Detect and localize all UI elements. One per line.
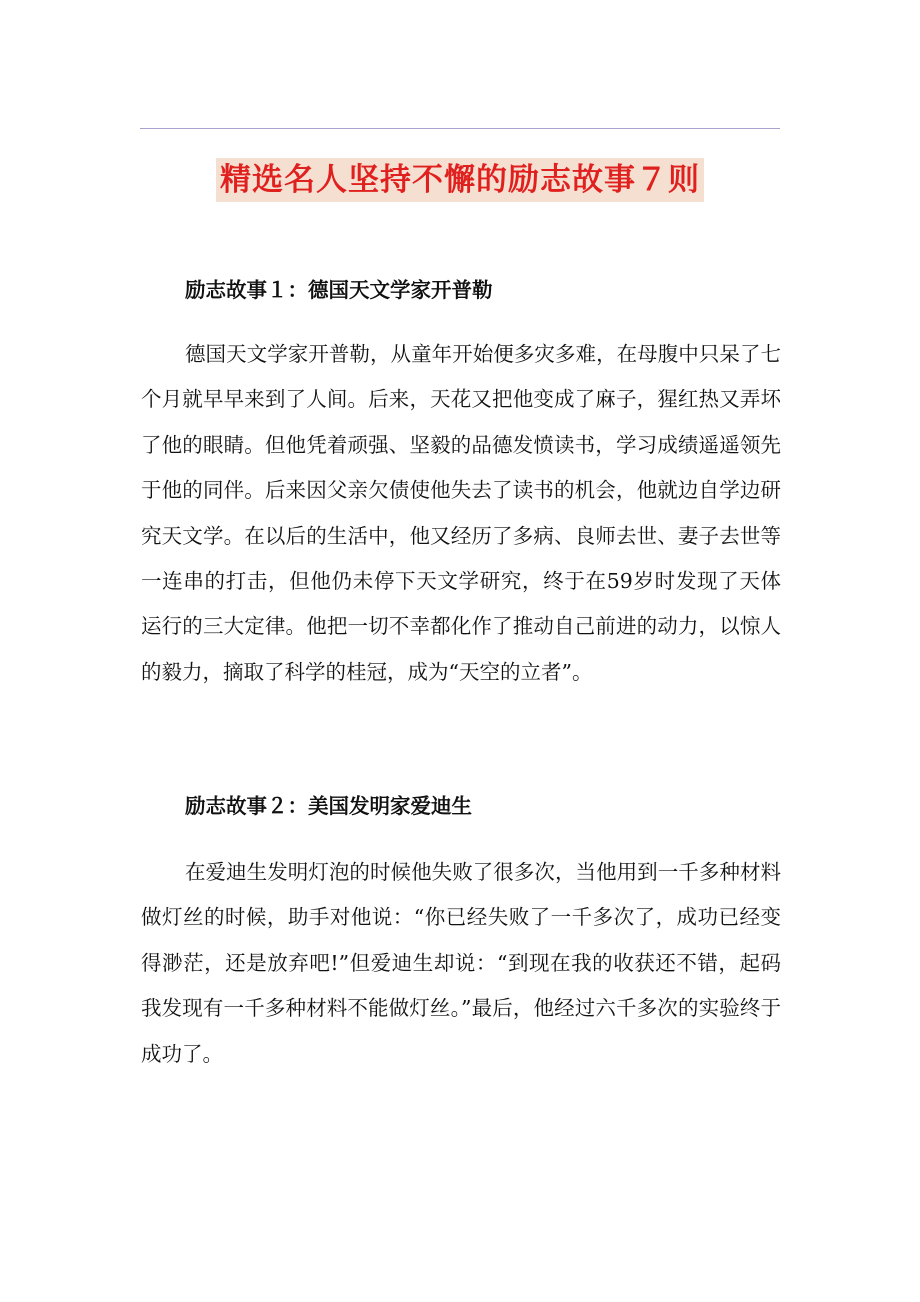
section-heading-kepler: 励志故事１：德国天文学家开普勒 (185, 278, 493, 302)
header-rule (140, 128, 780, 129)
section-body-edison: 在爱迪生发明灯泡的时候他失败了很多次，当他用到一千多种材料做灯丝的时候，助手对他说：“你已经失败了一千多次了，成功已经变得渺茫，还是放弃吧!”但爱迪生却说：“到现在我的收获还不错，起码我发现有一千多种材料不能做灯丝。”最后，他经过六千多次的实验终于成功了。 (141, 860, 781, 1066)
document-title: 精选名人坚持不懈的励志故事７则 (216, 158, 704, 202)
section-body-kepler: 德国天文学家开普勒，从童年开始便多灾多难，在母腹中只呆了七个月就早早来到了人间。后来，天花又把他变成了麻子，猩红热又弄坏了他的眼睛。但他凭着顽强、坚毅的品德发愤读书，学习成绩遥遥领先于他的同伴。后来因父亲欠债使他失去了读书的机会，他就边自学边研究天文学。在以后的生活中，他又经历了多病、良师去世、妻子去世等一连串的打击，但他仍未停下天文学研究，终于在59岁时发现了天体运行的三大定律。他把一切不幸都化作了推动自己前进的动力，以惊人的毅力，摘取了科学的桂冠，成为“天空的立者”。 (141, 342, 781, 684)
section-heading-edison: 励志故事２：美国发明家爱迪生 (185, 794, 472, 818)
title-container (0, 158, 920, 202)
